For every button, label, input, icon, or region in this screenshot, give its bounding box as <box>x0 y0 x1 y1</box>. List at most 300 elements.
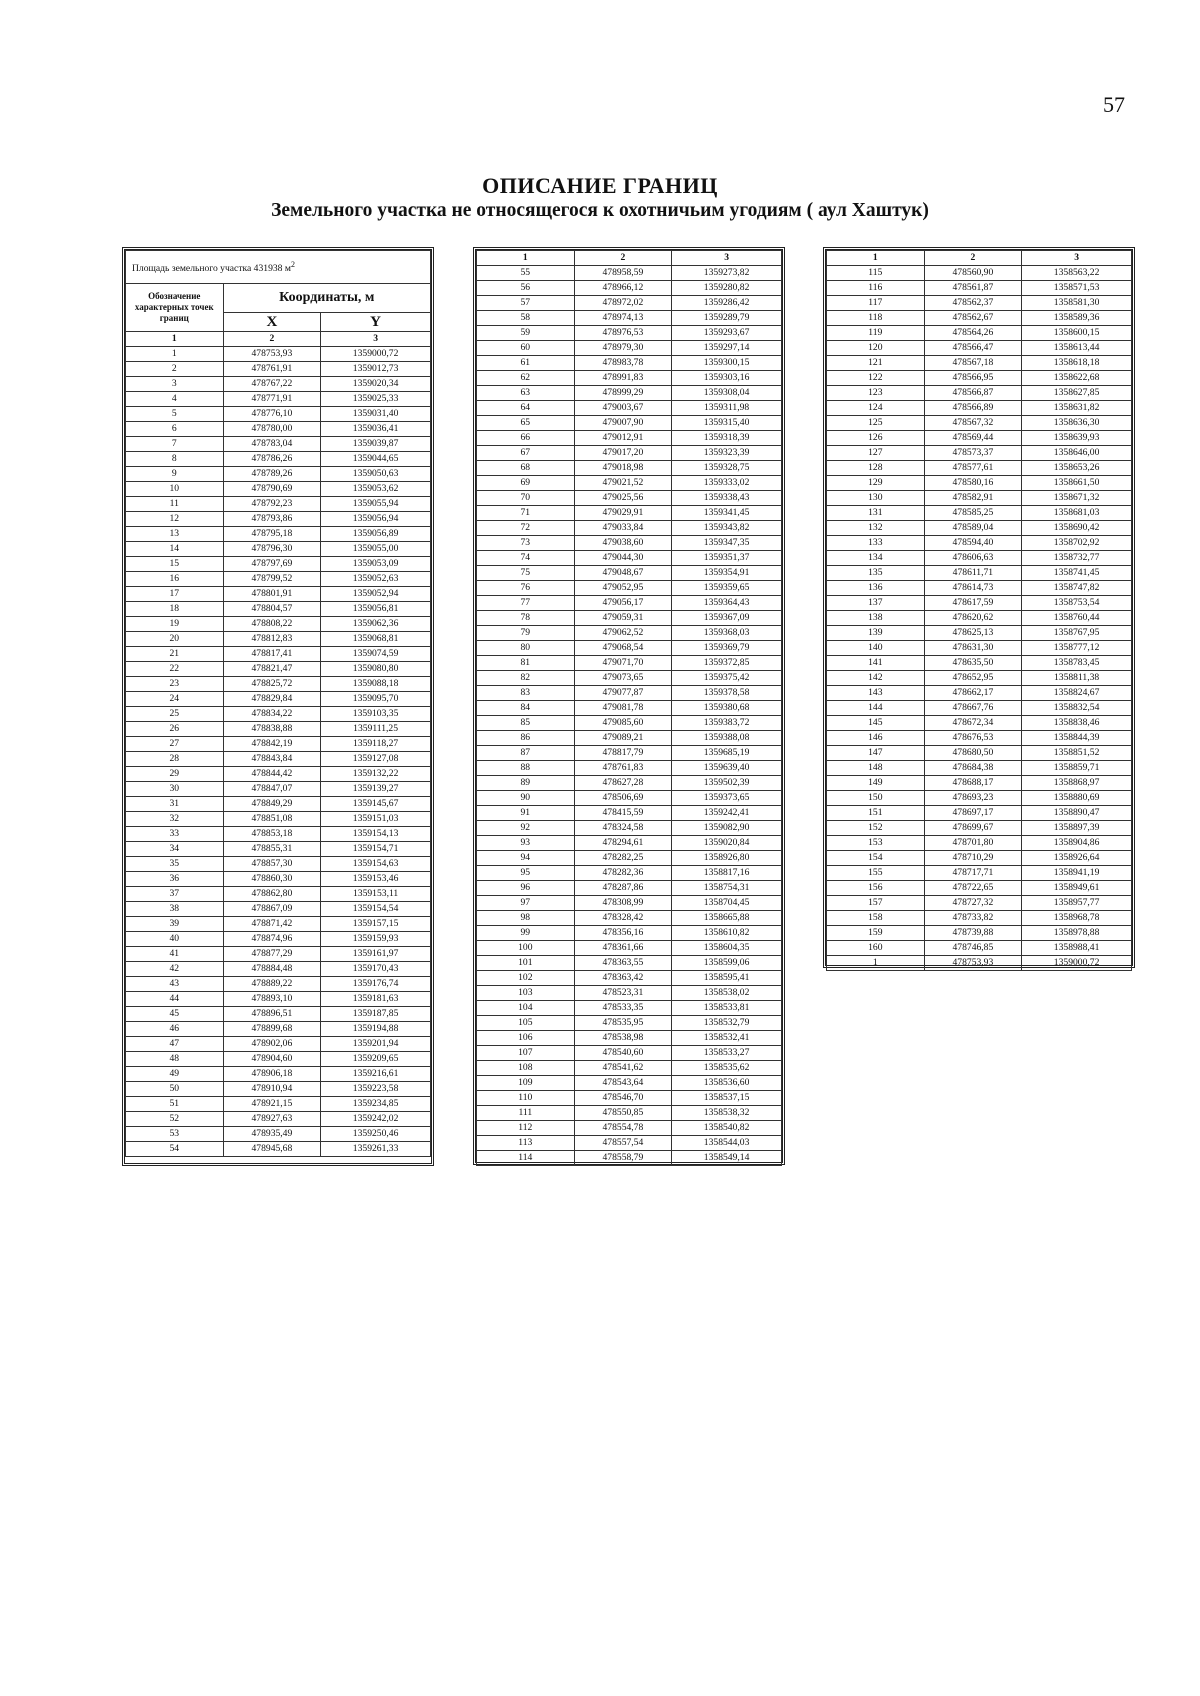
coord-y: 1358760,44 <box>1022 611 1132 626</box>
table-row <box>827 551 1132 566</box>
table-row <box>477 1091 782 1106</box>
point-number: 7 <box>126 437 224 452</box>
table-2-body <box>477 266 782 1166</box>
coord-y: 1359375,42 <box>672 671 782 686</box>
coord-y: 1359056,94 <box>321 512 431 527</box>
table-row <box>477 776 782 791</box>
coord-x: 478631,30 <box>924 641 1022 656</box>
table-row <box>477 956 782 971</box>
table-row <box>827 506 1132 521</box>
coord-x: 478780,00 <box>223 422 321 437</box>
coord-y: 1358600,15 <box>1022 326 1132 341</box>
coord-x: 479038,60 <box>574 536 672 551</box>
table-row <box>126 692 431 707</box>
point-number: 155 <box>827 866 925 881</box>
point-number: 134 <box>827 551 925 566</box>
coord-x: 478589,04 <box>924 521 1022 536</box>
table-row <box>477 821 782 836</box>
coord-y: 1358538,32 <box>672 1106 782 1121</box>
point-number: 11 <box>126 497 224 512</box>
point-number: 142 <box>827 671 925 686</box>
point-number: 44 <box>126 992 224 1007</box>
table-row <box>827 656 1132 671</box>
point-number: 78 <box>477 611 575 626</box>
coord-y: 1359103,35 <box>321 707 431 722</box>
table-row <box>126 1082 431 1097</box>
point-number: 104 <box>477 1001 575 1016</box>
coord-x: 478746,85 <box>924 941 1022 956</box>
coord-x: 478611,71 <box>924 566 1022 581</box>
col-num-3: 3 <box>1022 251 1132 266</box>
coord-x: 478855,31 <box>223 842 321 857</box>
table-row <box>126 977 431 992</box>
coord-x: 478842,19 <box>223 737 321 752</box>
coord-x: 478294,61 <box>574 836 672 851</box>
point-number: 2 <box>126 362 224 377</box>
point-number: 152 <box>827 821 925 836</box>
table-row <box>827 911 1132 926</box>
coord-x: 478560,90 <box>924 266 1022 281</box>
coord-x: 478860,30 <box>223 872 321 887</box>
point-number: 77 <box>477 596 575 611</box>
point-number: 110 <box>477 1091 575 1106</box>
table-row <box>827 686 1132 701</box>
coord-y: 1359311,98 <box>672 401 782 416</box>
point-number: 60 <box>477 341 575 356</box>
point-number: 74 <box>477 551 575 566</box>
coord-y: 1359338,43 <box>672 491 782 506</box>
coord-x: 478667,76 <box>924 701 1022 716</box>
coord-y: 1359308,04 <box>672 386 782 401</box>
point-number: 106 <box>477 1031 575 1046</box>
coord-x: 478727,32 <box>924 896 1022 911</box>
point-number: 120 <box>827 341 925 356</box>
coord-x: 478801,91 <box>223 587 321 602</box>
coord-y: 1358533,27 <box>672 1046 782 1061</box>
table-row <box>126 707 431 722</box>
coord-y: 1358544,03 <box>672 1136 782 1151</box>
table-row <box>126 572 431 587</box>
table-row <box>477 1046 782 1061</box>
table-row <box>477 566 782 581</box>
coord-x: 479003,67 <box>574 401 672 416</box>
coords-header: Координаты, м <box>223 284 430 313</box>
point-number: 124 <box>827 401 925 416</box>
table-row <box>827 566 1132 581</box>
table-row <box>126 527 431 542</box>
coord-x: 478799,52 <box>223 572 321 587</box>
table-row <box>827 401 1132 416</box>
coord-y: 1359300,15 <box>672 356 782 371</box>
table-row <box>126 677 431 692</box>
table-row <box>126 392 431 407</box>
point-number: 105 <box>477 1016 575 1031</box>
point-number: 125 <box>827 416 925 431</box>
coord-x: 478838,88 <box>223 722 321 737</box>
table-row <box>126 947 431 962</box>
table-row <box>477 521 782 536</box>
point-number: 115 <box>827 266 925 281</box>
point-number: 67 <box>477 446 575 461</box>
table-row <box>126 497 431 512</box>
point-number: 100 <box>477 941 575 956</box>
coord-y: 1359055,94 <box>321 497 431 512</box>
coordinates-table-3 <box>823 247 1135 968</box>
coord-y: 1359056,89 <box>321 527 431 542</box>
table-row <box>827 536 1132 551</box>
point-number: 24 <box>126 692 224 707</box>
coord-x: 478620,62 <box>924 611 1022 626</box>
coord-y: 1359639,40 <box>672 761 782 776</box>
coord-x: 478761,91 <box>223 362 321 377</box>
point-number: 148 <box>827 761 925 776</box>
table-row <box>477 986 782 1001</box>
coord-x: 478282,25 <box>574 851 672 866</box>
point-number: 135 <box>827 566 925 581</box>
coord-y: 1358536,60 <box>672 1076 782 1091</box>
coord-x: 478627,28 <box>574 776 672 791</box>
coord-y: 1358926,64 <box>1022 851 1132 866</box>
point-number: 34 <box>126 842 224 857</box>
point-number: 139 <box>827 626 925 641</box>
point-number: 138 <box>827 611 925 626</box>
coord-y: 1359020,34 <box>321 377 431 392</box>
table-row <box>126 1067 431 1082</box>
table-row <box>827 326 1132 341</box>
point-number: 111 <box>477 1106 575 1121</box>
table-row <box>477 536 782 551</box>
coord-x: 479021,52 <box>574 476 672 491</box>
point-number: 65 <box>477 416 575 431</box>
point-number: 98 <box>477 911 575 926</box>
table-row <box>126 482 431 497</box>
table-row <box>477 761 782 776</box>
coord-y: 1359223,58 <box>321 1082 431 1097</box>
point-number: 82 <box>477 671 575 686</box>
coord-x: 478566,87 <box>924 386 1022 401</box>
coord-x: 479048,67 <box>574 566 672 581</box>
table-row <box>477 1121 782 1136</box>
table-row <box>827 371 1132 386</box>
table-row <box>477 836 782 851</box>
coord-y: 1359293,67 <box>672 326 782 341</box>
coord-y: 1359354,91 <box>672 566 782 581</box>
point-number: 38 <box>126 902 224 917</box>
table-row <box>126 1022 431 1037</box>
point-number: 88 <box>477 761 575 776</box>
coord-y: 1359318,39 <box>672 431 782 446</box>
coord-y: 1359157,15 <box>321 917 431 932</box>
coord-y: 1359154,13 <box>321 827 431 842</box>
table-row <box>477 386 782 401</box>
coord-y: 1358817,16 <box>672 866 782 881</box>
coord-x: 478324,58 <box>574 821 672 836</box>
coord-y: 1358622,68 <box>1022 371 1132 386</box>
coord-x: 478844,42 <box>223 767 321 782</box>
coord-y: 1359685,19 <box>672 746 782 761</box>
coord-x: 479077,87 <box>574 686 672 701</box>
point-number: 56 <box>477 281 575 296</box>
coord-y: 1359297,14 <box>672 341 782 356</box>
coord-x: 478688,17 <box>924 776 1022 791</box>
point-number: 126 <box>827 431 925 446</box>
coord-y: 1359216,61 <box>321 1067 431 1082</box>
coord-x: 478594,40 <box>924 536 1022 551</box>
table-row <box>477 326 782 341</box>
point-number: 26 <box>126 722 224 737</box>
point-number: 70 <box>477 491 575 506</box>
coord-y: 1358653,26 <box>1022 461 1132 476</box>
coord-x: 478662,17 <box>924 686 1022 701</box>
coord-x: 478899,68 <box>223 1022 321 1037</box>
point-number: 93 <box>477 836 575 851</box>
point-number: 30 <box>126 782 224 797</box>
table-row <box>477 506 782 521</box>
table-row <box>126 887 431 902</box>
coord-x: 478363,55 <box>574 956 672 971</box>
table-row <box>126 602 431 617</box>
coord-x: 478541,62 <box>574 1061 672 1076</box>
point-number: 76 <box>477 581 575 596</box>
coord-y: 1359170,43 <box>321 962 431 977</box>
coord-x: 478625,13 <box>924 626 1022 641</box>
coord-y: 1359176,74 <box>321 977 431 992</box>
point-number: 127 <box>827 446 925 461</box>
coord-y: 1359373,65 <box>672 791 782 806</box>
coord-y: 1359153,46 <box>321 872 431 887</box>
coord-x: 478573,37 <box>924 446 1022 461</box>
table-row <box>477 266 782 281</box>
table-row <box>827 266 1132 281</box>
coord-y: 1358767,95 <box>1022 626 1132 641</box>
coordinates-table-1 <box>122 247 434 1166</box>
table-row <box>827 311 1132 326</box>
coord-x: 478817,79 <box>574 746 672 761</box>
table-row <box>126 722 431 737</box>
table-row <box>126 467 431 482</box>
point-number: 122 <box>827 371 925 386</box>
coord-y: 1358890,47 <box>1022 806 1132 821</box>
coord-y: 1358646,00 <box>1022 446 1132 461</box>
coord-x: 478776,10 <box>223 407 321 422</box>
table-row <box>126 362 431 377</box>
coord-y: 1359187,85 <box>321 1007 431 1022</box>
coord-x: 479052,95 <box>574 581 672 596</box>
coord-x: 478829,84 <box>223 692 321 707</box>
coord-y: 1359209,65 <box>321 1052 431 1067</box>
coord-y: 1358747,82 <box>1022 581 1132 596</box>
coord-y: 1358639,93 <box>1022 431 1132 446</box>
coord-y: 1359052,94 <box>321 587 431 602</box>
coord-x: 478287,86 <box>574 881 672 896</box>
table-1-body <box>126 347 431 1157</box>
coord-x: 479017,20 <box>574 446 672 461</box>
coord-x: 478361,66 <box>574 941 672 956</box>
coord-x: 478847,07 <box>223 782 321 797</box>
coord-x: 478966,12 <box>574 281 672 296</box>
point-number: 89 <box>477 776 575 791</box>
coord-x: 478693,23 <box>924 791 1022 806</box>
coord-y: 1359347,35 <box>672 536 782 551</box>
table-row <box>477 461 782 476</box>
coord-y: 1358613,44 <box>1022 341 1132 356</box>
coord-y: 1359502,39 <box>672 776 782 791</box>
table-row <box>126 557 431 572</box>
coord-y: 1359095,70 <box>321 692 431 707</box>
coord-x: 479081,78 <box>574 701 672 716</box>
table-row <box>477 941 782 956</box>
point-number: 3 <box>126 377 224 392</box>
x-header: X <box>223 313 321 332</box>
table-row <box>477 791 782 806</box>
point-number: 49 <box>126 1067 224 1082</box>
coord-x: 478797,69 <box>223 557 321 572</box>
point-number: 160 <box>827 941 925 956</box>
point-number: 40 <box>126 932 224 947</box>
table-row <box>477 1001 782 1016</box>
col-num-3: 3 <box>672 251 782 266</box>
point-number: 1 <box>827 956 925 971</box>
table-row <box>477 926 782 941</box>
coord-x: 478722,65 <box>924 881 1022 896</box>
point-number: 129 <box>827 476 925 491</box>
coord-x: 478506,69 <box>574 791 672 806</box>
table-row <box>126 962 431 977</box>
y-header: Y <box>321 313 431 332</box>
coord-x: 478717,71 <box>924 866 1022 881</box>
coord-x: 478635,50 <box>924 656 1022 671</box>
coord-y: 1359053,62 <box>321 482 431 497</box>
table-row <box>827 821 1132 836</box>
coord-y: 1358532,41 <box>672 1031 782 1046</box>
coord-x: 478972,02 <box>574 296 672 311</box>
point-number: 154 <box>827 851 925 866</box>
point-number: 8 <box>126 452 224 467</box>
coord-x: 478904,60 <box>223 1052 321 1067</box>
table-row <box>126 347 431 362</box>
point-number: 28 <box>126 752 224 767</box>
coord-x: 478921,15 <box>223 1097 321 1112</box>
table-row <box>477 806 782 821</box>
table-row <box>477 971 782 986</box>
point-number: 119 <box>827 326 925 341</box>
coord-y: 1359242,41 <box>672 806 782 821</box>
coord-y: 1359333,02 <box>672 476 782 491</box>
table-row <box>126 1112 431 1127</box>
point-number: 14 <box>126 542 224 557</box>
table-row <box>827 746 1132 761</box>
point-number: 39 <box>126 917 224 932</box>
point-number: 62 <box>477 371 575 386</box>
point-number: 118 <box>827 311 925 326</box>
point-number: 4 <box>126 392 224 407</box>
coord-x: 478617,59 <box>924 596 1022 611</box>
coord-x: 478580,16 <box>924 476 1022 491</box>
table-row <box>126 377 431 392</box>
coord-y: 1358563,22 <box>1022 266 1132 281</box>
table-row <box>126 1037 431 1052</box>
coord-y: 1359056,81 <box>321 602 431 617</box>
coord-y: 1358581,30 <box>1022 296 1132 311</box>
table-row <box>126 1097 431 1112</box>
point-number: 116 <box>827 281 925 296</box>
coord-x: 478710,29 <box>924 851 1022 866</box>
coord-x: 478958,59 <box>574 266 672 281</box>
col-num-1: 1 <box>126 332 224 347</box>
coord-x: 479085,60 <box>574 716 672 731</box>
coord-y: 1358941,19 <box>1022 866 1132 881</box>
point-number: 117 <box>827 296 925 311</box>
coord-x: 478896,51 <box>223 1007 321 1022</box>
coord-x: 479025,56 <box>574 491 672 506</box>
coord-x: 478783,04 <box>223 437 321 452</box>
coord-x: 478733,82 <box>924 911 1022 926</box>
table-row <box>477 1151 782 1166</box>
table-row <box>827 806 1132 821</box>
coord-x: 479089,21 <box>574 731 672 746</box>
point-number: 83 <box>477 686 575 701</box>
coord-x: 478902,06 <box>223 1037 321 1052</box>
point-number: 133 <box>827 536 925 551</box>
point-number: 9 <box>126 467 224 482</box>
coord-y: 1359364,43 <box>672 596 782 611</box>
coord-y: 1358671,32 <box>1022 491 1132 506</box>
coord-x: 479012,91 <box>574 431 672 446</box>
point-number: 113 <box>477 1136 575 1151</box>
coord-x: 479044,30 <box>574 551 672 566</box>
point-label-header: Обозначение характерных точек границ <box>126 284 224 332</box>
coord-x: 478535,95 <box>574 1016 672 1031</box>
coord-y: 1358978,88 <box>1022 926 1132 941</box>
coord-x: 478739,88 <box>924 926 1022 941</box>
point-number: 91 <box>477 806 575 821</box>
coord-x: 478853,18 <box>223 827 321 842</box>
coord-y: 1358704,45 <box>672 896 782 911</box>
coord-y: 1359341,45 <box>672 506 782 521</box>
coord-x: 478415,59 <box>574 806 672 821</box>
coord-x: 478821,47 <box>223 662 321 677</box>
coord-y: 1358897,39 <box>1022 821 1132 836</box>
table-row <box>477 491 782 506</box>
point-number: 156 <box>827 881 925 896</box>
table-row <box>126 932 431 947</box>
coord-y: 1358754,31 <box>672 881 782 896</box>
point-number: 15 <box>126 557 224 572</box>
point-number: 75 <box>477 566 575 581</box>
coord-x: 478562,37 <box>924 296 1022 311</box>
coord-x: 478566,89 <box>924 401 1022 416</box>
coord-y: 1359012,73 <box>321 362 431 377</box>
point-number: 87 <box>477 746 575 761</box>
coord-y: 1359289,79 <box>672 311 782 326</box>
coord-y: 1359234,85 <box>321 1097 431 1112</box>
coord-y: 1358589,36 <box>1022 311 1132 326</box>
table-row <box>126 437 431 452</box>
table-row <box>477 626 782 641</box>
point-number: 141 <box>827 656 925 671</box>
coord-y: 1358904,86 <box>1022 836 1132 851</box>
point-number: 51 <box>126 1097 224 1112</box>
table-row <box>126 647 431 662</box>
coord-y: 1358665,88 <box>672 911 782 926</box>
coord-x: 478983,78 <box>574 356 672 371</box>
table-row <box>827 476 1132 491</box>
coord-x: 479033,84 <box>574 521 672 536</box>
point-number: 23 <box>126 677 224 692</box>
table-row <box>827 881 1132 896</box>
coord-y: 1359039,87 <box>321 437 431 452</box>
point-number: 64 <box>477 401 575 416</box>
